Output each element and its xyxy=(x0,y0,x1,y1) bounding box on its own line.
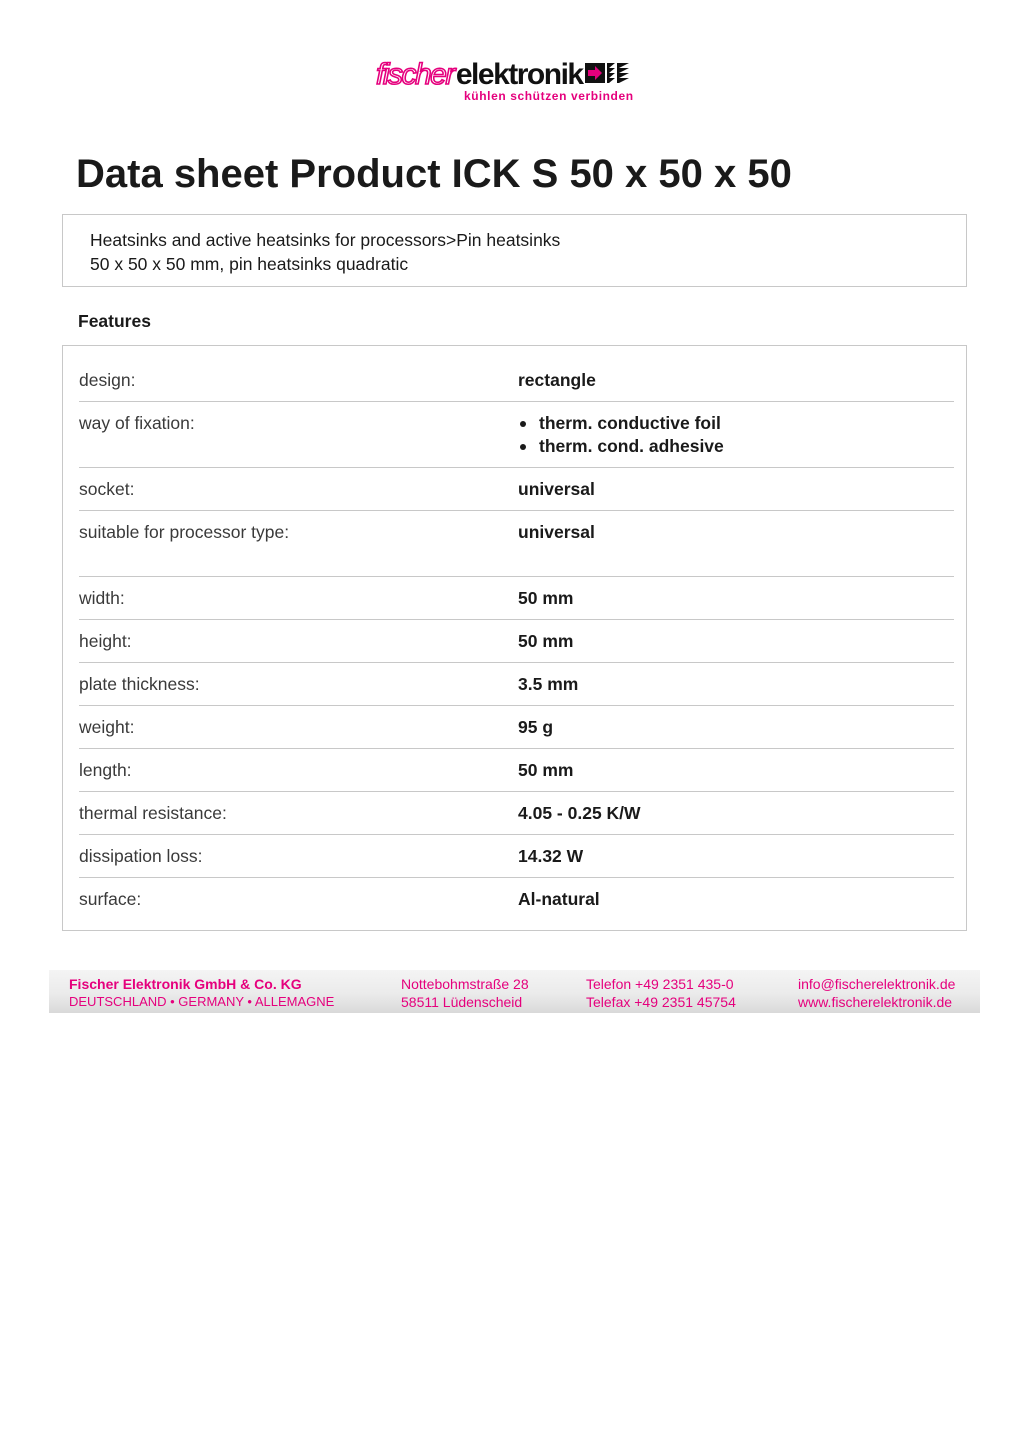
category-path: Heatsinks and active heatsinks for processors>Pin heatsinks xyxy=(90,230,561,250)
feature-label: thermal resistance: xyxy=(79,803,227,823)
footer-company-name: Fischer Elektronik GmbH & Co. KG xyxy=(69,976,302,992)
feature-value: Al-natural xyxy=(518,889,600,909)
feature-label: socket: xyxy=(79,479,135,499)
feature-value: 50 mm xyxy=(518,631,574,651)
page-title: Data sheet Product ICK S 50 x 50 x 50 xyxy=(76,152,792,196)
feature-label: design: xyxy=(79,370,136,390)
feature-value: 14.32 W xyxy=(518,846,584,866)
footer-country: DEUTSCHLAND • GERMANY • ALLEMAGNE xyxy=(69,994,335,1009)
company-logo xyxy=(376,58,658,106)
bullet-icon xyxy=(520,421,526,427)
bullet-icon xyxy=(520,444,526,450)
feature-label: plate thickness: xyxy=(79,674,200,694)
feature-value: 3.5 mm xyxy=(518,674,579,694)
features-heading: Features xyxy=(78,311,151,331)
features-table xyxy=(62,345,967,931)
feature-value: universal xyxy=(518,522,595,542)
feature-row-width xyxy=(79,587,954,620)
footer-phone-block xyxy=(586,975,736,1011)
footer-city: 58511 Lüdenscheid xyxy=(401,994,523,1010)
feature-label: suitable for processor type: xyxy=(79,522,290,542)
feature-value: therm. cond. adhesive xyxy=(539,436,724,456)
feature-value: 95 g xyxy=(518,717,554,737)
feature-row-design xyxy=(79,369,954,402)
feature-label: length: xyxy=(79,760,132,780)
feature-value: 4.05 - 0.25 K/W xyxy=(518,803,641,823)
feature-row-socket xyxy=(79,478,954,511)
feature-label: weight: xyxy=(79,717,135,737)
feature-row-processor-type xyxy=(79,521,954,577)
logo-word-fischer: fischer xyxy=(376,58,454,91)
footer-address-block xyxy=(401,975,529,1011)
feature-value: 50 mm xyxy=(518,760,574,780)
list-item xyxy=(518,435,724,458)
category-description: 50 x 50 x 50 mm, pin heatsinks quadratic xyxy=(90,254,409,274)
feature-row-surface xyxy=(79,888,954,920)
logo-word-elektronik: elektronik xyxy=(455,58,583,91)
feature-value: therm. conductive foil xyxy=(539,413,721,433)
feature-label: way of fixation: xyxy=(79,413,195,433)
logo-tagline: kühlen schützen verbinden xyxy=(464,89,634,103)
feature-label: surface: xyxy=(79,889,142,909)
feature-row-weight xyxy=(79,716,954,749)
footer-email-link[interactable]: info@fischerelektronik.de xyxy=(798,976,956,992)
feature-row-dissipation-loss xyxy=(79,845,954,878)
list-item xyxy=(518,412,724,435)
feature-value: rectangle xyxy=(518,370,596,390)
feature-label: width: xyxy=(79,588,125,608)
footer-band xyxy=(49,970,980,1013)
feature-row-height xyxy=(79,630,954,663)
footer-website-link[interactable]: www.fischerelektronik.de xyxy=(798,994,953,1010)
footer-fax: Telefax +49 2351 45754 xyxy=(586,994,736,1010)
feature-row-way-of-fixation xyxy=(79,412,954,468)
feature-value: 50 mm xyxy=(518,588,574,608)
feature-label: dissipation loss: xyxy=(79,846,203,866)
category-box xyxy=(62,214,967,287)
feature-value-list xyxy=(518,412,724,458)
feature-row-length xyxy=(79,759,954,792)
feature-row-thermal-resistance xyxy=(79,802,954,835)
feature-row-plate-thickness xyxy=(79,673,954,706)
arrow-logo-icon xyxy=(585,61,629,90)
footer-street: Nottebohmstraße 28 xyxy=(401,976,529,992)
feature-label: height: xyxy=(79,631,132,651)
feature-value: universal xyxy=(518,479,595,499)
footer-company-block xyxy=(69,975,334,1011)
footer-contact-block xyxy=(798,975,955,1011)
footer-phone: Telefon +49 2351 435-0 xyxy=(586,976,734,992)
